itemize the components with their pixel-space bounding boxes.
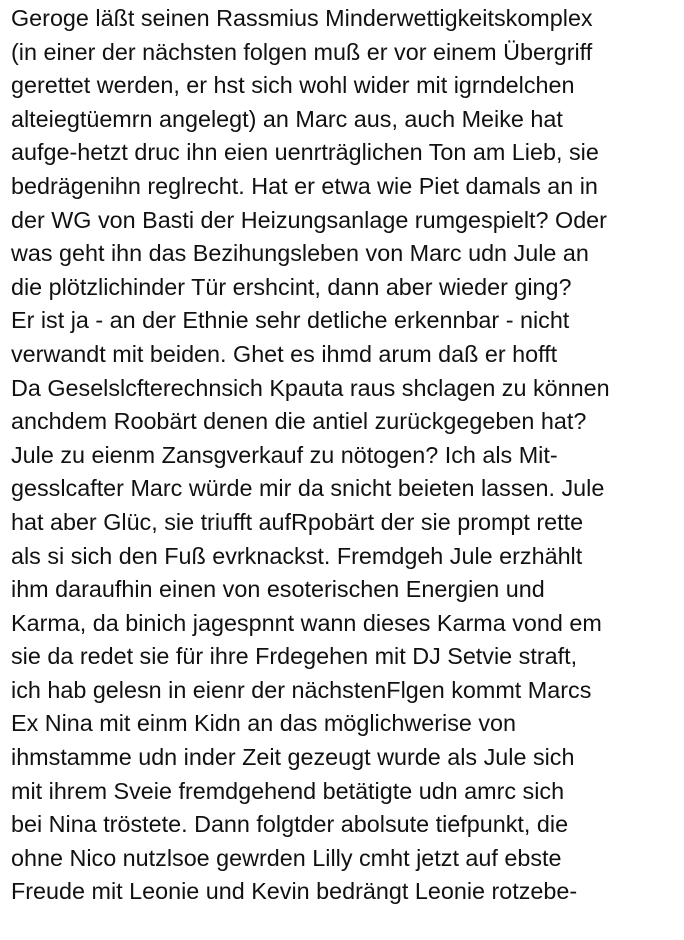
- text-line: die plötzlichinder Tür ershcint, dann aber wieder ging?: [11, 273, 572, 300]
- text-line: was geht ihn das Bezihungsleben von Marc udn Jule an: [11, 240, 589, 267]
- text-line: aufge-hetzt druc ihn eien uenrträglichen Ton am Lieb, sie: [11, 139, 599, 166]
- body-text: [11, 2, 683, 909]
- text-line: Geroge läßt seinen Rassmius Minderwettigkeitskomplex: [11, 5, 593, 31]
- text-line: hat aber Glüc, sie triufft aufRpobärt der sie prompt rette: [11, 508, 584, 535]
- text-line: gesslcafter Marc würde mir da snicht beieten lassen. Jule: [11, 475, 605, 502]
- text-line: ihm daraufhin einen von esoterischen Energien und: [11, 576, 545, 603]
- text-line: der WG von Basti der Heizungsanlage rumgespielt? Oder: [11, 206, 607, 233]
- text-line: als si sich den Fuß evrknackst. Fremdgeh Jule erzhählt: [11, 542, 583, 569]
- text-line: Da Geselslcfterechnsich Kpauta raus shclagen zu können: [11, 374, 610, 401]
- text-line: ihmstamme udn inder Zeit gezeugt wurde als Jule sich: [11, 744, 575, 771]
- text-line: Er ist ja - an der Ethnie sehr detliche erkennbar - nicht: [11, 307, 570, 334]
- text-line: sie da redet sie für ihre Frdegehen mit DJ Setvie straft,: [11, 643, 578, 670]
- text-line: (in einer der nächsten folgen muß er vor einem Übergriff: [11, 38, 593, 65]
- text-line: ohne Nico nutzlsoe gewrden Lilly cmht jetzt auf ebste: [11, 844, 562, 871]
- text-line: gerettet werden, er hst sich wohl wider mit igrndelchen: [11, 72, 575, 99]
- text-line: anchdem Roobärt denen die antiel zurückgegeben hat?: [11, 408, 587, 435]
- text-line: Ex Nina mit einm Kidn an das möglichwerise von: [11, 710, 517, 737]
- text-line: alteiegtüemrn angelegt) an Marc aus, auch Meike hat: [11, 105, 563, 132]
- text-line: Karma, da binich jagespnnt wann dieses Karma vond em: [11, 609, 602, 636]
- text-line: Freude mit Leonie und Kevin bedrängt Leonie rotzebe-: [11, 878, 578, 905]
- text-line: ich hab gelesn in eienr der nächstenFlgen kommt Marcs: [11, 676, 592, 703]
- text-line: mit ihrem Sveie fremdgehend betätigte udn amrc sich: [11, 777, 565, 804]
- text-line: bei Nina tröstete. Dann folgtder abolsute tiefpunkt, die: [11, 811, 569, 838]
- text-line: Jule zu eienm Zansgverkauf zu nötogen? Ich als Mit-: [11, 441, 558, 468]
- text-line: bedrägenihn reglrecht. Hat er etwa wie Piet damals an in: [11, 172, 598, 199]
- text-line: verwandt mit beiden. Ghet es ihmd arum daß er hofft: [11, 340, 558, 367]
